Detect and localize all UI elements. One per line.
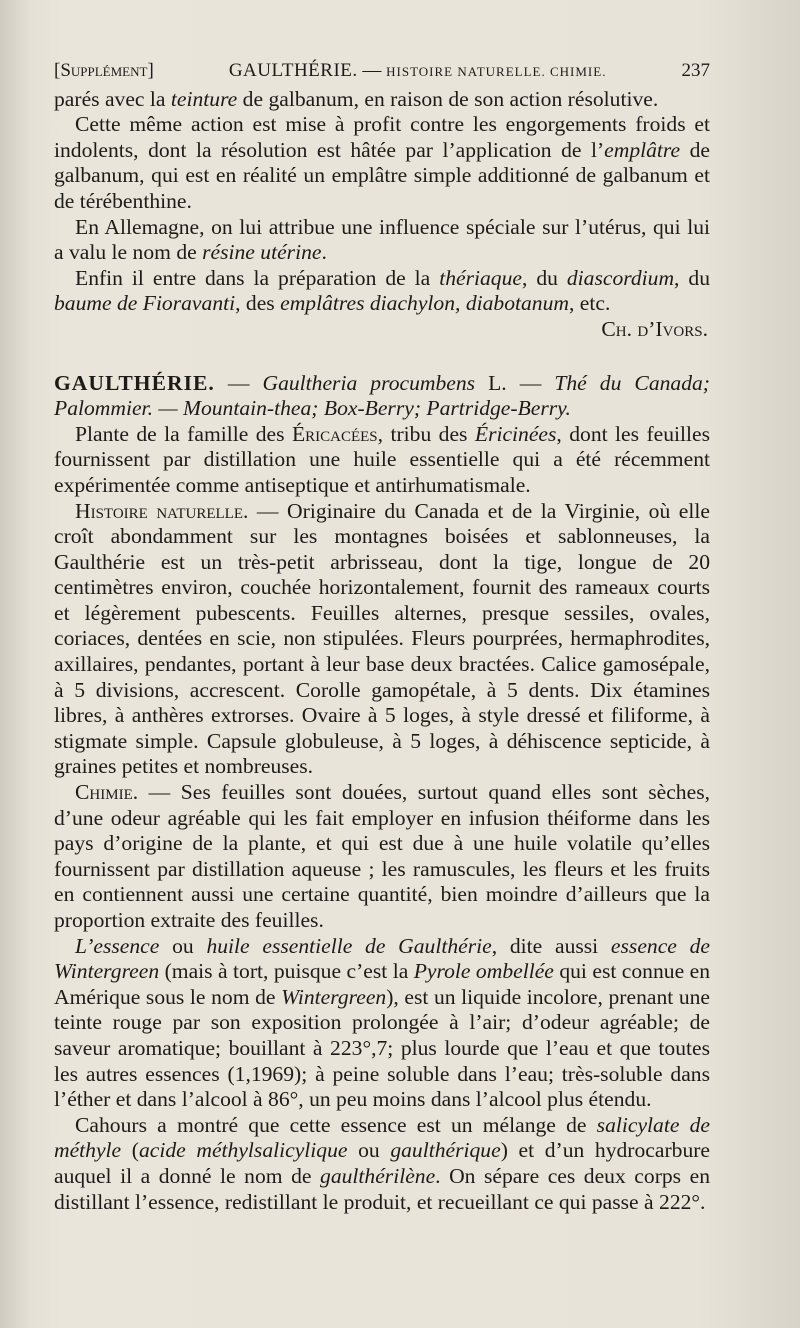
section-gap <box>54 343 710 371</box>
essence-paragraph: L’essence ou huile essentielle de Gaulthérie, dite aussi essence de Wintergreen (mais à tort, puisque c’est la Pyrole ombellée qui est connue en Amérique sous le nom de Wintergreen), est un liquide incolore, prenant une teinte rouge par son exposition prolongée à l’air; d’odeur agréable; de saveur aromatique; bouillant à 223°,7; plus lourde que l’eau et que toutes les autres essences (1,1969); à peine soluble dans l’eau; très-soluble dans l’éther et dans l’alcool à 86°, un peu moins dans l’alcool plus étendu. <box>54 933 711 1112</box>
running-head-title: GAULTHÉRIE. <box>228 60 358 81</box>
galbanum-paragraph-2: Cette même action est mise à profit contre les engorgements froids et indolents, dont la résolution est hâtée par l’application de l’emplâtre de galbanum, qui est en réalité un emplâtre simple additionné de galbanum et de térébenthine. <box>54 112 710 213</box>
galbanum-paragraph-1: parés avec la teinture de galbanum, en raison de son action résolutive. <box>54 86 659 111</box>
running-head-subtitle: HISTOIRE NATURELLE. CHIMIE. <box>386 64 607 79</box>
entry-term: GAULTHÉRIE. <box>54 370 215 395</box>
page-content <box>54 58 710 1215</box>
galbanum-paragraph-3: En Allemagne, on lui attribue une influence spéciale sur l’utérus, qui lui a valu le nom de résine utérine. <box>54 214 710 265</box>
histoire-naturelle-paragraph: Histoire naturelle. — Originaire du Canada et de la Virginie, où elle croît abondamment sur les montagnes boisées et sablonneuses, la Gaulthérie est un très-petit arbrisseau, dont la tige, longue de 20 centimètres environ, couchée horizontalement, fournit des rameaux courts et légèrement pubescents. Feuilles alternes, presque sessiles, ovales, coriaces, dentées en scie, non stipulées. Fleurs pourprées, hermaphrodites, axillaires, pendantes, portant à leur base deux bractées. Calice gamosépale, à 5 divisions, accrescent. Corolle gamopétale, à 5 dents. Dix étamines libres, à anthères extrorses. Ovaire à 5 loges, à style dressé et filiforme, à stigmate simple. Capsule globuleuse, à 5 loges, à déhiscence septicide, à graines petites et nombreuses. <box>54 498 710 779</box>
galbanum-paragraph-4: Enfin il entre dans la préparation de la thériaque, du diascordium, du baume de Fioravanti, des emplâtres diachylon, diabotanum, etc. <box>54 265 710 316</box>
entry-intro: Plante de la famille des Éricacées, tribu des Éricinées, dont les feuilles fournissent par distillation une huile essentielle qui a été récemment expérimentée comme antiseptique et antirhumatismale. <box>54 421 710 497</box>
author-signature: Ch. d’Ivors. <box>601 316 708 341</box>
cahours-paragraph: Cahours a montré que cette essence est un mélange de salicylate de méthyle (acide méthylsalicylique ou gaulthérique) et d’un hydrocarbure auquel il a donné le nom de gaulthérilène. On sépare ces deux corps en distillant l’essence, redistillant le produit, et recueillant ce qui passe à 222°. <box>54 1112 711 1214</box>
running-head-section: [Supplément] <box>54 60 154 81</box>
chimie-paragraph: Chimie. — Ses feuilles sont douées, surtout quand elles sont sèches, d’une odeur agréable qui les fait employer en infusion théiforme dans les pays d’origine de la plante, et qui est due à une huile volatile qu’elles fournissent par distillation aqueuse ; les ramuscules, les fleurs et les fruits en contiennent aussi une certaine quantité, bien moindre d’ailleurs que la proportion extraite des feuilles. <box>54 780 710 932</box>
latin-name: Gaultheria procumbens <box>262 370 476 395</box>
chimie-label: Chimie. <box>75 780 139 805</box>
page-number: 237 <box>681 60 710 81</box>
histoire-naturelle-label: Histoire naturelle. <box>75 498 249 523</box>
running-head-dash: — <box>362 60 382 81</box>
common-names: Thé du Canada; Palommier. — Mountain-thea; Box-Berry; Partridge-Berry. <box>54 370 710 421</box>
running-head <box>54 58 710 85</box>
running-head-title-group <box>229 58 607 85</box>
entry-heading: GAULTHÉRIE. — Gaultheria procumbens L. — Thé du Canada; Palommier. — Mountain-thea; Box-Berry; Partridge-Berry. <box>54 370 710 421</box>
